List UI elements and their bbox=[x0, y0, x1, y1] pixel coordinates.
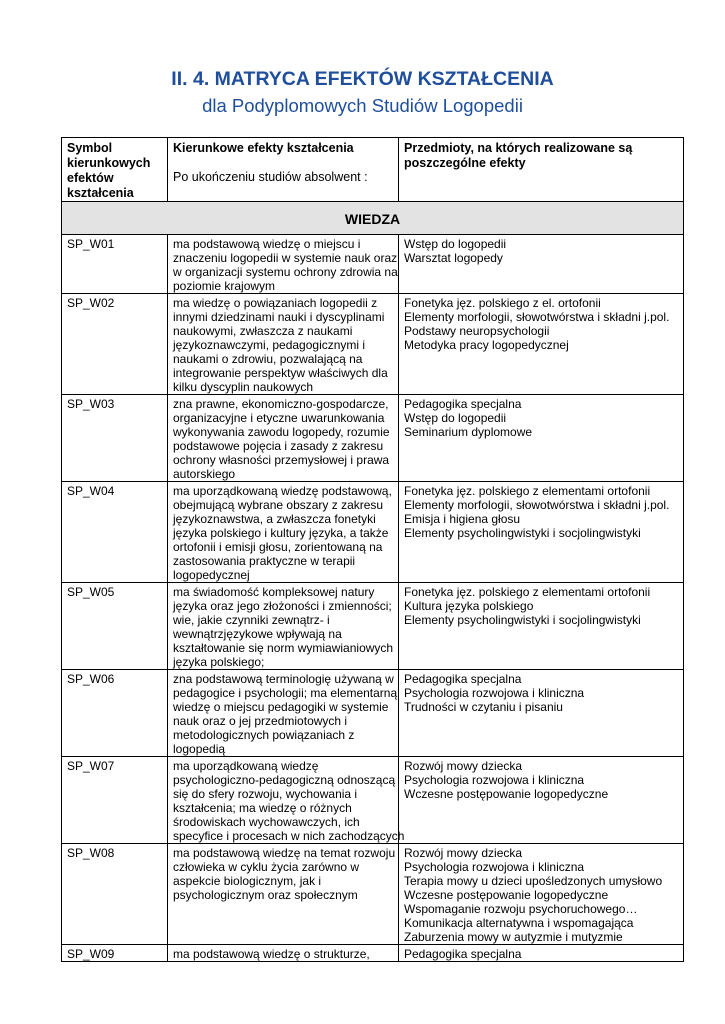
effect-code: SP_W08 bbox=[62, 844, 168, 945]
effect-description-line: językoznawstwa, a zwłaszcza fonetyki bbox=[173, 512, 376, 526]
subject-item: Zaburzenia mowy w autyzmie i mutyzmie bbox=[404, 930, 623, 944]
effect-description-line: języka polskiego; bbox=[173, 655, 265, 669]
effect-description-line: się do sfery rozwoju, wychowania i bbox=[173, 787, 358, 801]
subject-item: Wspomaganie rozwoju psychoruchowego… bbox=[404, 902, 638, 916]
effect-description-line: zastosowania praktyczne w terapii bbox=[173, 554, 356, 568]
effect-description-line: języka oraz jego złożoności i zmienności; bbox=[173, 599, 392, 613]
document-title: II. 4. MATRYCA EFEKTÓW KSZTAŁCENIA bbox=[171, 68, 554, 90]
subject-item: Komunikacja alternatywna i wspomagająca bbox=[404, 916, 634, 930]
effect-description-line: innymi dziedzinami nauki i dyscyplinami bbox=[173, 310, 385, 324]
header-subjects: Przedmioty, na których realizowane są poszczególne efekty bbox=[399, 138, 684, 202]
table-row bbox=[62, 945, 684, 962]
table-header-row bbox=[62, 138, 684, 202]
document-subtitle: dla Podyplomowych Studiów Logopedii bbox=[202, 95, 523, 116]
effect-code: SP_W07 bbox=[62, 757, 168, 844]
table-row bbox=[62, 670, 684, 757]
effect-code: SP_W04 bbox=[62, 482, 168, 583]
subject-item: Trudności w czytaniu i pisaniu bbox=[404, 700, 563, 714]
effect-description-line: kształcenia; ma wiedzę o różnych bbox=[173, 801, 352, 815]
subject-item: Psychologia rozwojowa i kliniczna bbox=[404, 686, 585, 700]
effect-code: SP_W05 bbox=[62, 583, 168, 670]
effect-description-line: człowieka w cyklu życia zarówno w bbox=[173, 860, 360, 874]
effect-description-line: ma świadomość kompleksowej natury bbox=[173, 585, 375, 599]
effect-description-line: języka polskiego i kultury języka, a także bbox=[173, 526, 389, 540]
effect-subjects bbox=[399, 757, 684, 844]
subject-item: Podstawy neuropsychologii bbox=[404, 324, 550, 338]
table-body bbox=[62, 235, 684, 962]
effect-subjects bbox=[399, 235, 684, 294]
effect-code: SP_W03 bbox=[62, 395, 168, 482]
effect-description bbox=[168, 395, 399, 482]
effect-description bbox=[168, 583, 399, 670]
subject-item: Fonetyka jęz. polskiego z el. ortofonii bbox=[404, 296, 601, 310]
effect-description-line: wykonywania zawodu logopedy, rozumie bbox=[173, 425, 390, 439]
subject-item: Pedagogika specjalna bbox=[404, 672, 522, 686]
effect-description bbox=[168, 757, 405, 844]
subject-item: Pedagogika specjalna bbox=[404, 397, 522, 411]
subject-item: Pedagogika specjalna bbox=[404, 947, 522, 961]
subject-item: Elementy morfologii, słowotwórstwa i składni j.pol. bbox=[404, 310, 670, 324]
effect-subjects bbox=[399, 844, 684, 945]
subject-item: Elementy psycholingwistyki i socjolingwistyki bbox=[404, 526, 641, 540]
subject-item: Fonetyka jęz. polskiego z elementami ortofonii bbox=[404, 484, 651, 498]
table-row bbox=[62, 844, 684, 945]
effect-subjects bbox=[399, 294, 684, 395]
effect-description-line: zna podstawową terminologię używaną w bbox=[173, 672, 394, 686]
subject-item: Kultura języka polskiego bbox=[404, 599, 534, 613]
effect-description bbox=[168, 844, 399, 945]
subject-item: Rozwój mowy dziecka bbox=[404, 846, 523, 860]
effect-description-line: ma wiedzę o powiązaniach logopedii z bbox=[173, 296, 378, 310]
effect-description bbox=[168, 670, 399, 757]
subject-item: Wstęp do logopedii bbox=[404, 411, 507, 425]
effect-description-line: zna prawne, ekonomiczno-gospodarcze, bbox=[173, 397, 389, 411]
effect-description-line: ma podstawową wiedzę o strukturze, bbox=[173, 947, 370, 961]
effect-description-line: metodologicznych powiązaniach z bbox=[173, 728, 355, 742]
effect-code: SP_W09 bbox=[62, 945, 168, 962]
table-row bbox=[62, 235, 684, 294]
header-effects-sub: Po ukończeniu studiów absolwent : bbox=[173, 170, 368, 184]
subject-item: Rozwój mowy dziecka bbox=[404, 759, 523, 773]
effect-description bbox=[168, 294, 399, 395]
subject-item: Elementy morfologii, słowotwórstwa i składni j.pol. bbox=[404, 498, 670, 512]
table-row bbox=[62, 294, 684, 395]
effect-description-line: organizacyjne i etyczne uwarunkowania bbox=[173, 411, 385, 425]
subject-item: Wczesne postępowanie logopedyczne bbox=[404, 888, 609, 902]
effect-subjects bbox=[399, 482, 684, 583]
effect-description-line: naukami o zdrowiu, pozwalającą na bbox=[173, 352, 363, 366]
effect-description-line: językoznawczymi, pedagogicznymi i bbox=[173, 338, 366, 352]
effect-description bbox=[168, 235, 399, 294]
effect-description-line: poziomie krajowym bbox=[173, 279, 276, 293]
header-effects: Kierunkowe efekty kształcenia Po ukończeniu studiów absolwent : bbox=[168, 138, 399, 202]
effect-subjects bbox=[399, 395, 684, 482]
section-row bbox=[62, 202, 684, 235]
subject-item: Wczesne postępowanie logopedyczne bbox=[404, 787, 609, 801]
section-title: WIEDZA bbox=[62, 202, 684, 235]
effect-description-line: pedagogice i psychologii; ma elementarną bbox=[173, 686, 398, 700]
subject-item: Warsztat logopedy bbox=[404, 251, 503, 265]
effect-description-line: integrowanie perspektyw właściwych dla bbox=[173, 366, 388, 380]
effect-description-line: autorskiego bbox=[173, 467, 236, 481]
effect-description-line: kilku dyscyplin naukowych bbox=[173, 380, 314, 394]
effect-description-line: logopedycznej bbox=[173, 568, 250, 582]
subject-item: Emisja i higiena głosu bbox=[404, 512, 521, 526]
effect-description-line: w organizacji systemu ochrony zdrowia na bbox=[173, 265, 398, 279]
effect-description-line: wie, jakie czynniki zewnątrz- i bbox=[173, 613, 330, 627]
effects-matrix-table bbox=[61, 137, 684, 962]
effect-description-line: środowiskach wychowawczych, ich bbox=[173, 815, 360, 829]
effect-subjects bbox=[399, 670, 684, 757]
subject-item: Terapia mowy u dzieci upośledzonych umysłowo bbox=[404, 874, 663, 888]
table-row bbox=[62, 482, 684, 583]
table-row bbox=[62, 395, 684, 482]
effect-description-line: aspekcie biologicznym, jak i bbox=[173, 874, 322, 888]
effect-subjects bbox=[399, 945, 684, 962]
effect-code: SP_W06 bbox=[62, 670, 168, 757]
effect-description-line: obejmującą wybrane obszary z zakresu bbox=[173, 498, 384, 512]
effect-description-line: ma uporządkowaną wiedzę podstawową, bbox=[173, 484, 392, 498]
effect-description-line: kształtowanie się norm wymiawianiowych bbox=[173, 641, 394, 655]
subject-item: Psychologia rozwojowa i kliniczna bbox=[404, 773, 585, 787]
subject-item: Elementy psycholingwistyki i socjolingwistyki bbox=[404, 613, 641, 627]
effect-description-line: podstawowe pojęcia i zasady z zakresu bbox=[173, 439, 384, 453]
effect-description-line: znaczeniu logopedii w systemie nauk oraz bbox=[173, 251, 398, 265]
subject-item: Wstęp do logopedii bbox=[404, 237, 507, 251]
effect-description-line: ochrony własności przemysłowej i prawa bbox=[173, 453, 390, 467]
effect-description-line: specyfice i procesach w nich zachodzących bbox=[173, 829, 405, 843]
subject-item: Fonetyka jęz. polskiego z elementami ortofonii bbox=[404, 585, 651, 599]
subject-item: Seminarium dyplomowe bbox=[404, 425, 533, 439]
table-row bbox=[62, 757, 684, 844]
header-symbol: Symbol kierunkowych efektów kształcenia bbox=[62, 138, 168, 202]
effect-description-line: ma uporządkowaną wiedzę bbox=[173, 759, 319, 773]
effect-description-line: logopedią bbox=[173, 742, 226, 756]
effect-code: SP_W01 bbox=[62, 235, 168, 294]
effect-description-line: ma podstawową wiedzę o miejscu i bbox=[173, 237, 361, 251]
effect-code: SP_W02 bbox=[62, 294, 168, 395]
effect-description-line: naukowymi, zwłaszcza z naukami bbox=[173, 324, 353, 338]
effect-description-line: ma podstawową wiedzę na temat rozwoju bbox=[173, 846, 396, 860]
effect-description-line: ortofonii i emisji głosu, zorientowaną na bbox=[173, 540, 383, 554]
subject-item: Metodyka pracy logopedycznej bbox=[404, 338, 569, 352]
effect-description-line: wiedzę o miejscu pedagogiki w systemie bbox=[173, 700, 389, 714]
effect-description-line: nauk oraz o jej przedmiotowych i bbox=[173, 714, 348, 728]
effect-description-line: psychologicznym oraz społecznym bbox=[173, 888, 358, 902]
effect-description bbox=[168, 945, 399, 962]
effect-description-line: psychologiczno-pedagogiczną odnoszącą bbox=[173, 773, 396, 787]
effect-description bbox=[168, 482, 399, 583]
table-row bbox=[62, 583, 684, 670]
effect-description-line: wewnątrzjęzykowe wpływają na bbox=[173, 627, 342, 641]
subject-item: Psychologia rozwojowa i kliniczna bbox=[404, 860, 585, 874]
effect-subjects bbox=[399, 583, 684, 670]
